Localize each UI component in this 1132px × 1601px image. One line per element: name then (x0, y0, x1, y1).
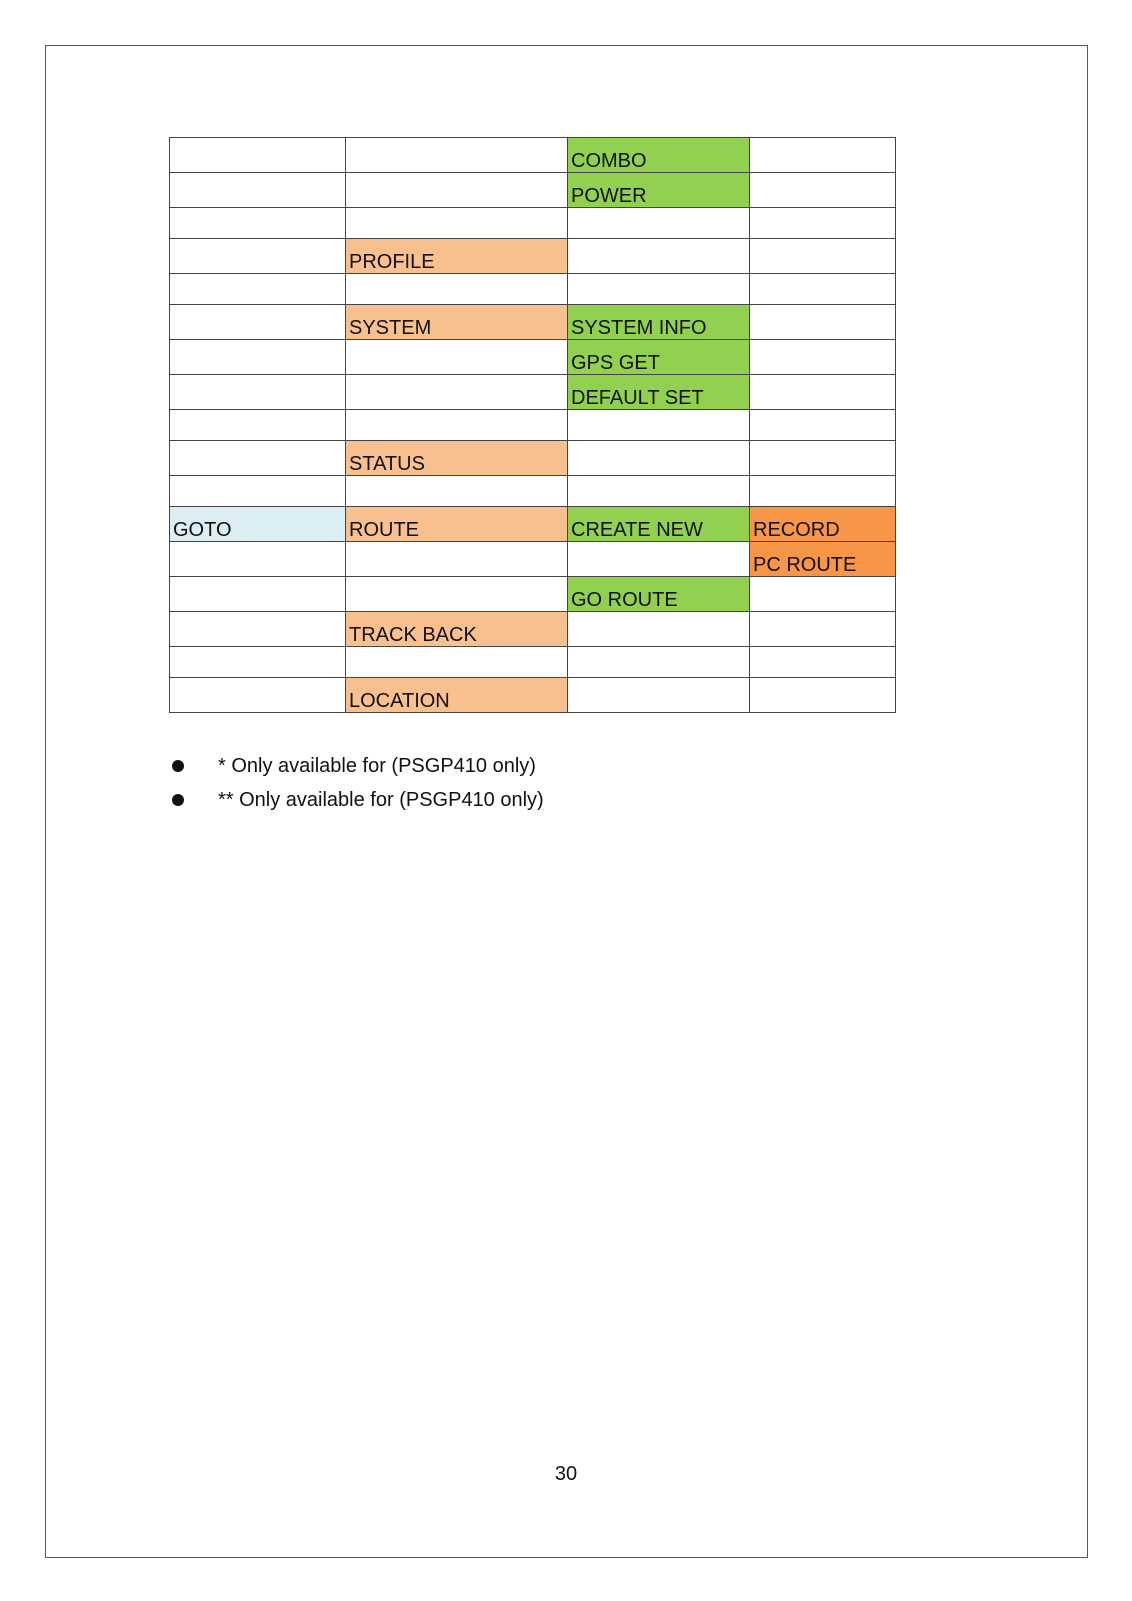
table-cell (346, 340, 568, 375)
table-cell (750, 239, 896, 274)
menu-cell-combo: COMBO (568, 138, 750, 173)
table-cell (568, 410, 750, 441)
table-cell (346, 173, 568, 208)
table-cell (170, 274, 346, 305)
table-cell (568, 476, 750, 507)
table-cell (170, 173, 346, 208)
table-row (170, 208, 896, 239)
table-cell (170, 542, 346, 577)
table-cell (170, 410, 346, 441)
table-cell (750, 375, 896, 410)
table-row (170, 678, 896, 713)
table-row (170, 507, 896, 542)
menu-cell-record: RECORD (750, 507, 896, 542)
table-cell (750, 678, 896, 713)
table-cell (170, 138, 346, 173)
note-item (172, 786, 544, 820)
table-row (170, 476, 896, 507)
table-cell (170, 208, 346, 239)
table-cell (750, 274, 896, 305)
table-cell (750, 208, 896, 239)
note-item (172, 752, 544, 786)
table-cell (170, 340, 346, 375)
menu-cell-route: ROUTE (346, 507, 568, 542)
table-cell (750, 340, 896, 375)
table-cell (170, 239, 346, 274)
table-cell (568, 239, 750, 274)
bullet-icon (172, 760, 184, 772)
table-cell (346, 410, 568, 441)
table-cell (568, 647, 750, 678)
table-cell (170, 375, 346, 410)
table-cell (170, 305, 346, 340)
table-cell (346, 476, 568, 507)
menu-cell-profile: PROFILE (346, 239, 568, 274)
menu-cell-goto: GOTO (170, 507, 346, 542)
table-cell (346, 274, 568, 305)
table-cell (568, 542, 750, 577)
menu-structure-table (169, 137, 896, 713)
table-row (170, 138, 896, 173)
menu-cell-location: LOCATION (346, 678, 568, 713)
table-cell (346, 138, 568, 173)
table-row (170, 647, 896, 678)
menu-cell-system: SYSTEM (346, 305, 568, 340)
table-cell (170, 612, 346, 647)
table-cell (170, 441, 346, 476)
note-text: ** Only available for (PSGP410 only) (218, 789, 544, 811)
table-cell (346, 577, 568, 612)
table-cell (750, 441, 896, 476)
table-cell (568, 678, 750, 713)
table-cell (346, 375, 568, 410)
table-cell (750, 612, 896, 647)
menu-cell-gps-get: GPS GET (568, 340, 750, 375)
table-row (170, 577, 896, 612)
table-row (170, 340, 896, 375)
note-text: * Only available for (PSGP410 only) (218, 755, 536, 777)
table-cell (750, 173, 896, 208)
table-row (170, 410, 896, 441)
table-cell (750, 410, 896, 441)
menu-cell-system-info: SYSTEM INFO (568, 305, 750, 340)
table-cell (346, 647, 568, 678)
table-cell (750, 305, 896, 340)
table-row (170, 239, 896, 274)
page-number: 30 (554, 1463, 578, 1485)
table-cell (346, 208, 568, 239)
table-row (170, 441, 896, 476)
table-cell (170, 678, 346, 713)
table-cell (568, 612, 750, 647)
table-cell (568, 441, 750, 476)
menu-cell-power: POWER (568, 173, 750, 208)
table-row (170, 612, 896, 647)
table-cell (568, 274, 750, 305)
table-cell (750, 138, 896, 173)
menu-cell-default-set: DEFAULT SET (568, 375, 750, 410)
table-cell (170, 647, 346, 678)
table-row (170, 305, 896, 340)
bullet-icon (172, 794, 184, 806)
table-cell (568, 208, 750, 239)
table-row (170, 274, 896, 305)
table-cell (170, 476, 346, 507)
table-cell (346, 542, 568, 577)
table-row (170, 375, 896, 410)
menu-cell-create-new: CREATE NEW (568, 507, 750, 542)
menu-cell-pc-route: PC ROUTE (750, 542, 896, 577)
table-cell (750, 476, 896, 507)
table-cell (750, 577, 896, 612)
menu-cell-track-back: TRACK BACK (346, 612, 568, 647)
menu-cell-go-route: GO ROUTE (568, 577, 750, 612)
table-row (170, 542, 896, 577)
notes-list (172, 752, 544, 820)
menu-cell-status: STATUS (346, 441, 568, 476)
table-cell (170, 577, 346, 612)
table-row (170, 173, 896, 208)
table-cell (750, 647, 896, 678)
